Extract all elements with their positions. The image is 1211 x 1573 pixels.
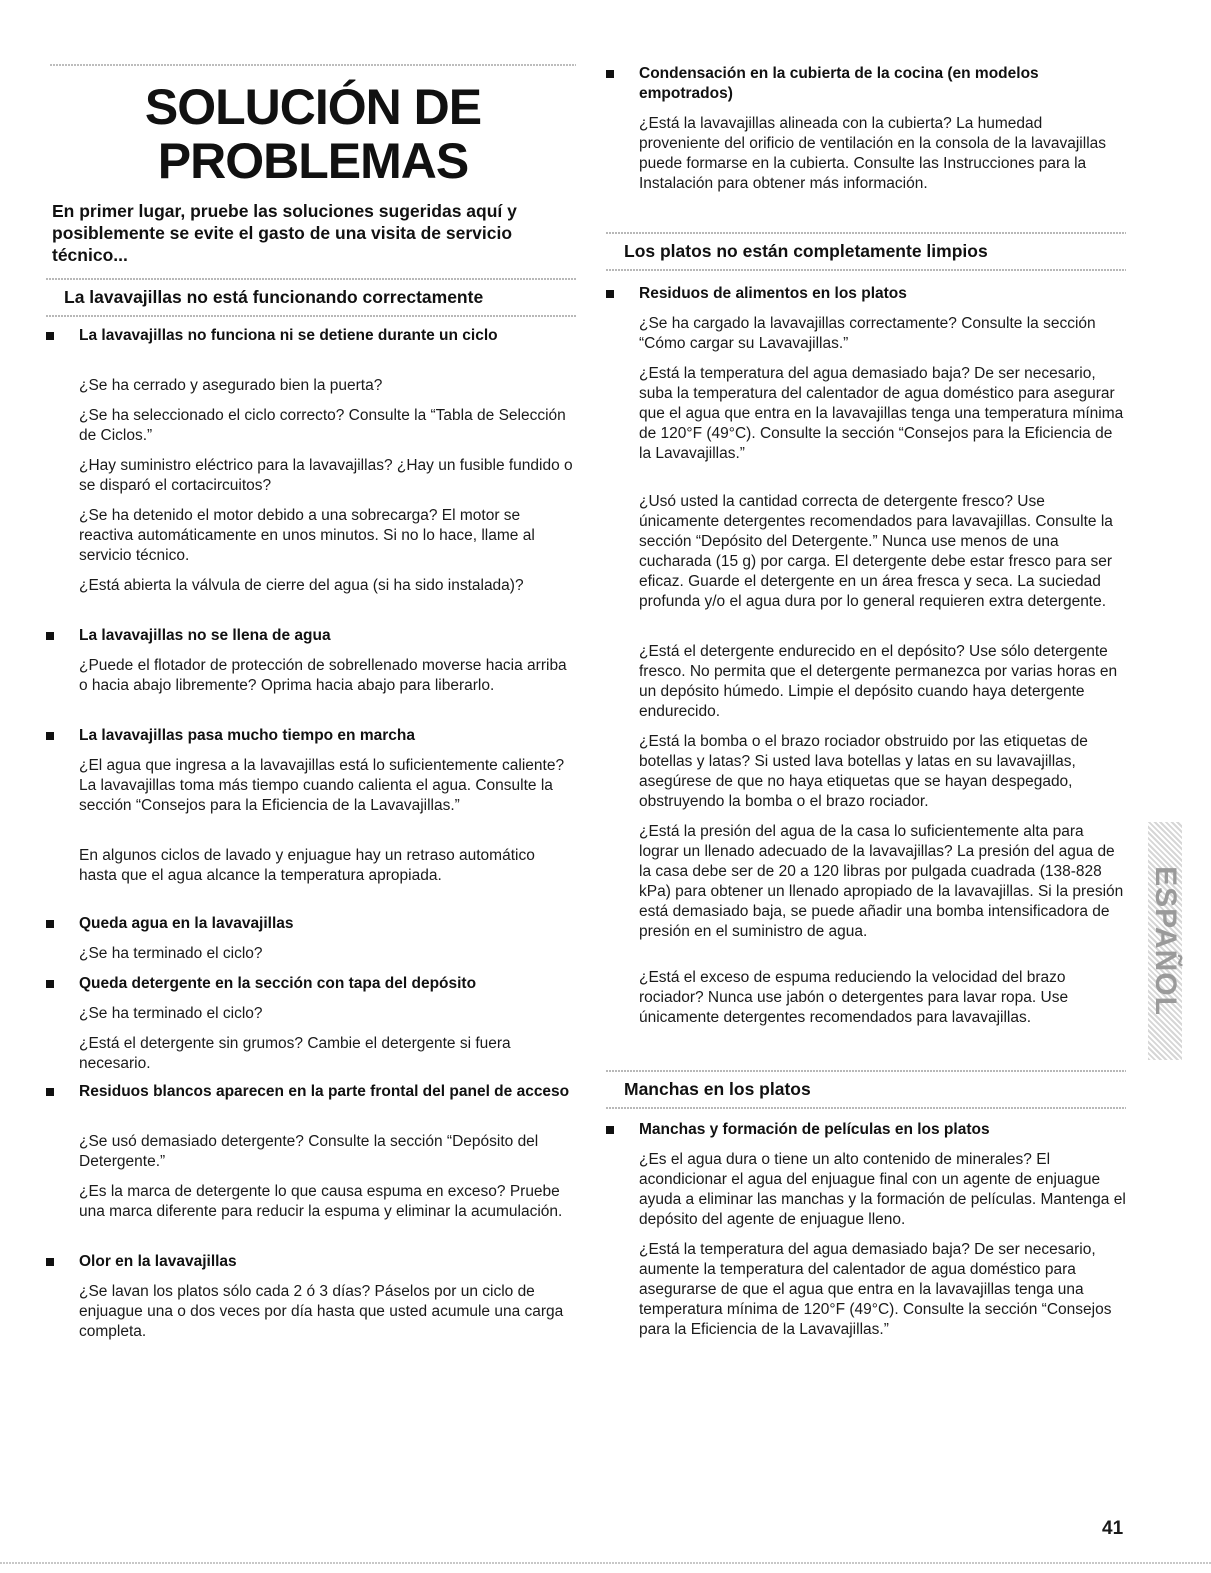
- paragraph: ¿Está la temperatura del agua demasiado baja? De ser necesario, aumente la temperatura del calentador de agua doméstico para asegurarse de que el agua que entra en la lavavajillas tenga una temperatura mínima de 120°F (49°C). Consulte la sección “Consejos para la Eficiencia de la Lavavajillas.”: [639, 1241, 1112, 1338]
- item-title-residuos-alimentos: Residuos de alimentos en los platos: [606, 284, 1126, 304]
- intro-text: En primer lugar, pruebe las soluciones sugeridas aquí y posiblemente se evite el gasto de una visita de servicio técnico...: [52, 201, 517, 265]
- paragraph: ¿Está el exceso de espuma reduciendo la velocidad del brazo rociador? Nunca use jabón o detergentes para lavar ropa. Use únicamente detergentes recomendados para lavavajillas.: [639, 969, 1069, 1026]
- item-title-olor: Olor en la lavavajillas: [46, 1252, 576, 1272]
- paragraph: ¿Está el detergente sin grumos? Cambie el detergente si fuera necesario.: [79, 1035, 511, 1072]
- item-title-no-se-llena: La lavavajillas no se llena de agua: [46, 626, 576, 646]
- paragraph: ¿Puede el flotador de protección de sobrellenado moverse hacia arriba o hacia abajo libremente? Oprima hacia abajo para liberarlo.: [79, 657, 567, 694]
- bullet-icon: [46, 1258, 54, 1266]
- paragraph: ¿Se ha terminado el ciclo?: [79, 945, 263, 962]
- paragraph: ¿Es la marca de detergente lo que causa espuma en exceso? Pruebe una marca diferente para reducir la espuma y eliminar la acumulación.: [79, 1183, 563, 1220]
- paragraph: ¿Está la lavavajillas alineada con la cubierta? La humedad proveniente del orificio de ventilación en la consola de la lavavajillas puede formarse en la cubierta. Consulte las Instrucciones para la Instalación para obtener más información.: [639, 115, 1107, 192]
- paragraph: ¿Está abierta la válvula de cierre del agua (si ha sido instalada)?: [79, 577, 524, 594]
- bottom-divider: [0, 1562, 1211, 1564]
- paragraph: En algunos ciclos de lavado y enjuague hay un retraso automático hasta que el agua alcance la temperatura apropiada.: [79, 847, 535, 884]
- item-title-no-funciona: La lavavajillas no funciona ni se detiene durante un ciclo: [46, 326, 576, 346]
- bullet-icon: [46, 732, 54, 740]
- paragraph: ¿El agua que ingresa a la lavavajillas está lo suficientemente caliente? La lavavajillas toma más tiempo cuando calienta el agua. Consulte la sección “Consejos para la Eficiencia de la Lavavajillas.”: [79, 757, 565, 814]
- paragraph: ¿Se ha cerrado y asegurado bien la puerta?: [79, 377, 383, 394]
- paragraph: ¿Está el detergente endurecido en el depósito? Use sólo detergente fresco. No permita que el detergente permanezca por varias horas en un depósito húmedo. Limpie el depósito cuando haya detergente endurecido.: [639, 643, 1118, 720]
- bullet-icon: [606, 1126, 614, 1134]
- bullet-icon: [46, 980, 54, 988]
- paragraph: ¿Es el agua dura o tiene un alto contenido de minerales? El acondicionar el agua del enjuague final con un agente de enjuague ayuda a eliminar las manchas y la formación de películas. Mantenga el depósito del agente de enjuague lleno.: [639, 1151, 1126, 1228]
- paragraph: ¿Se usó demasiado detergente? Consulte la sección “Depósito del Detergente.”: [79, 1133, 539, 1170]
- item-title-manchas: Manchas y formación de películas en los platos: [606, 1120, 1126, 1140]
- bullet-icon: [606, 70, 614, 78]
- item-title-queda-detergente: Queda detergente en la sección con tapa del depósito: [46, 974, 576, 994]
- paragraph: ¿Se ha detenido el motor debido a una sobrecarga? El motor se reactiva automáticamente en unos minutos. Si no lo hace, llame al servicio técnico.: [79, 507, 535, 564]
- item-title-queda-agua: Queda agua en la lavavajillas: [46, 914, 576, 934]
- paragraph: ¿Se ha seleccionado el ciclo correcto? Consulte la “Tabla de Selección de Ciclos.”: [79, 407, 566, 444]
- page-title-line-2: PROBLEMAS: [157, 133, 469, 189]
- language-side-tab-label: ESPAÑOL: [1149, 866, 1182, 1016]
- bullet-icon: [46, 332, 54, 340]
- bullet-icon: [46, 632, 54, 640]
- paragraph: ¿Hay suministro eléctrico para la lavavajillas? ¿Hay un fusible fundido o se disparó el cortacircuitos?: [79, 457, 573, 494]
- paragraph: ¿Se ha cargado la lavavajillas correctamente? Consulte la sección “Cómo cargar su Lavavajillas.”: [639, 315, 1096, 352]
- item-title-mucho-tiempo: La lavavajillas pasa mucho tiempo en marcha: [46, 726, 576, 746]
- section-heading-spots: Manchas en los platos: [606, 1072, 1126, 1106]
- item-title-residuos-blancos: Residuos blancos aparecen en la parte frontal del panel de acceso: [46, 1082, 576, 1102]
- paragraph: ¿Usó usted la cantidad correcta de detergente fresco? Use únicamente detergentes recomendados para lavavajillas. Consulte la sección “Depósito del Detergente.” Nunca use menos de una cucharada (15 g) por carga. El detergente debe estar fresco para ser eficaz. Guarde el detergente en un área fresca y seca. La suciedad profunda y/o el agua dura por lo general requieren extra detergente.: [639, 493, 1113, 610]
- page-title-line-1: SOLUCIÓN DE: [144, 79, 482, 135]
- bullet-icon: [46, 1088, 54, 1096]
- item-title-condensacion: Condensación en la cubierta de la cocina (en modelos empotrados): [606, 64, 1126, 104]
- page-title: [52, 80, 574, 188]
- section-heading-not-clean: Los platos no están completamente limpios: [606, 234, 1126, 268]
- paragraph: ¿Está la presión del agua de la casa lo suficientemente alta para lograr un llenado adecuado de la lavavajillas? La presión del agua de la casa debe ser de 20 a 120 libras por pulgada cuadrada (138-828 kPa) para obtener un llenado apropiado de la lavavajillas. Si la presión está demasiado baja, se puede añadir una bomba intensificadora de presión en el suministro de agua.: [639, 823, 1124, 940]
- paragraph: ¿Está la bomba o el brazo rociador obstruido por las etiquetas de botellas y latas? Si usted lava botellas y latas en su lavavajillas, asegúrese de que no haya etiquetas que se hayan despegado, obstruyendo la bomba o el brazo rociador.: [639, 733, 1088, 810]
- section-heading-not-working: La lavavajillas no está funcionando correctamente: [46, 280, 576, 314]
- top-divider: [50, 64, 576, 66]
- paragraph: ¿Se ha terminado el ciclo?: [79, 1005, 263, 1022]
- page-number: 41: [1102, 1518, 1124, 1539]
- bullet-icon: [46, 920, 54, 928]
- paragraph: ¿Está la temperatura del agua demasiado baja? De ser necesario, suba la temperatura del calentador de agua doméstico para asegurar que el agua que entra en la lavavajillas tenga una temperatura mínima de 120°F (49°C). Consulte la sección “Consejos para la Eficiencia de la Lavavajillas.”: [639, 365, 1124, 462]
- bullet-icon: [606, 290, 614, 298]
- language-side-tab: [1148, 822, 1182, 1060]
- paragraph: ¿Se lavan los platos sólo cada 2 ó 3 días? Páselos por un ciclo de enjuague una o dos veces por día hasta que usted acumule una carga completa.: [79, 1283, 564, 1340]
